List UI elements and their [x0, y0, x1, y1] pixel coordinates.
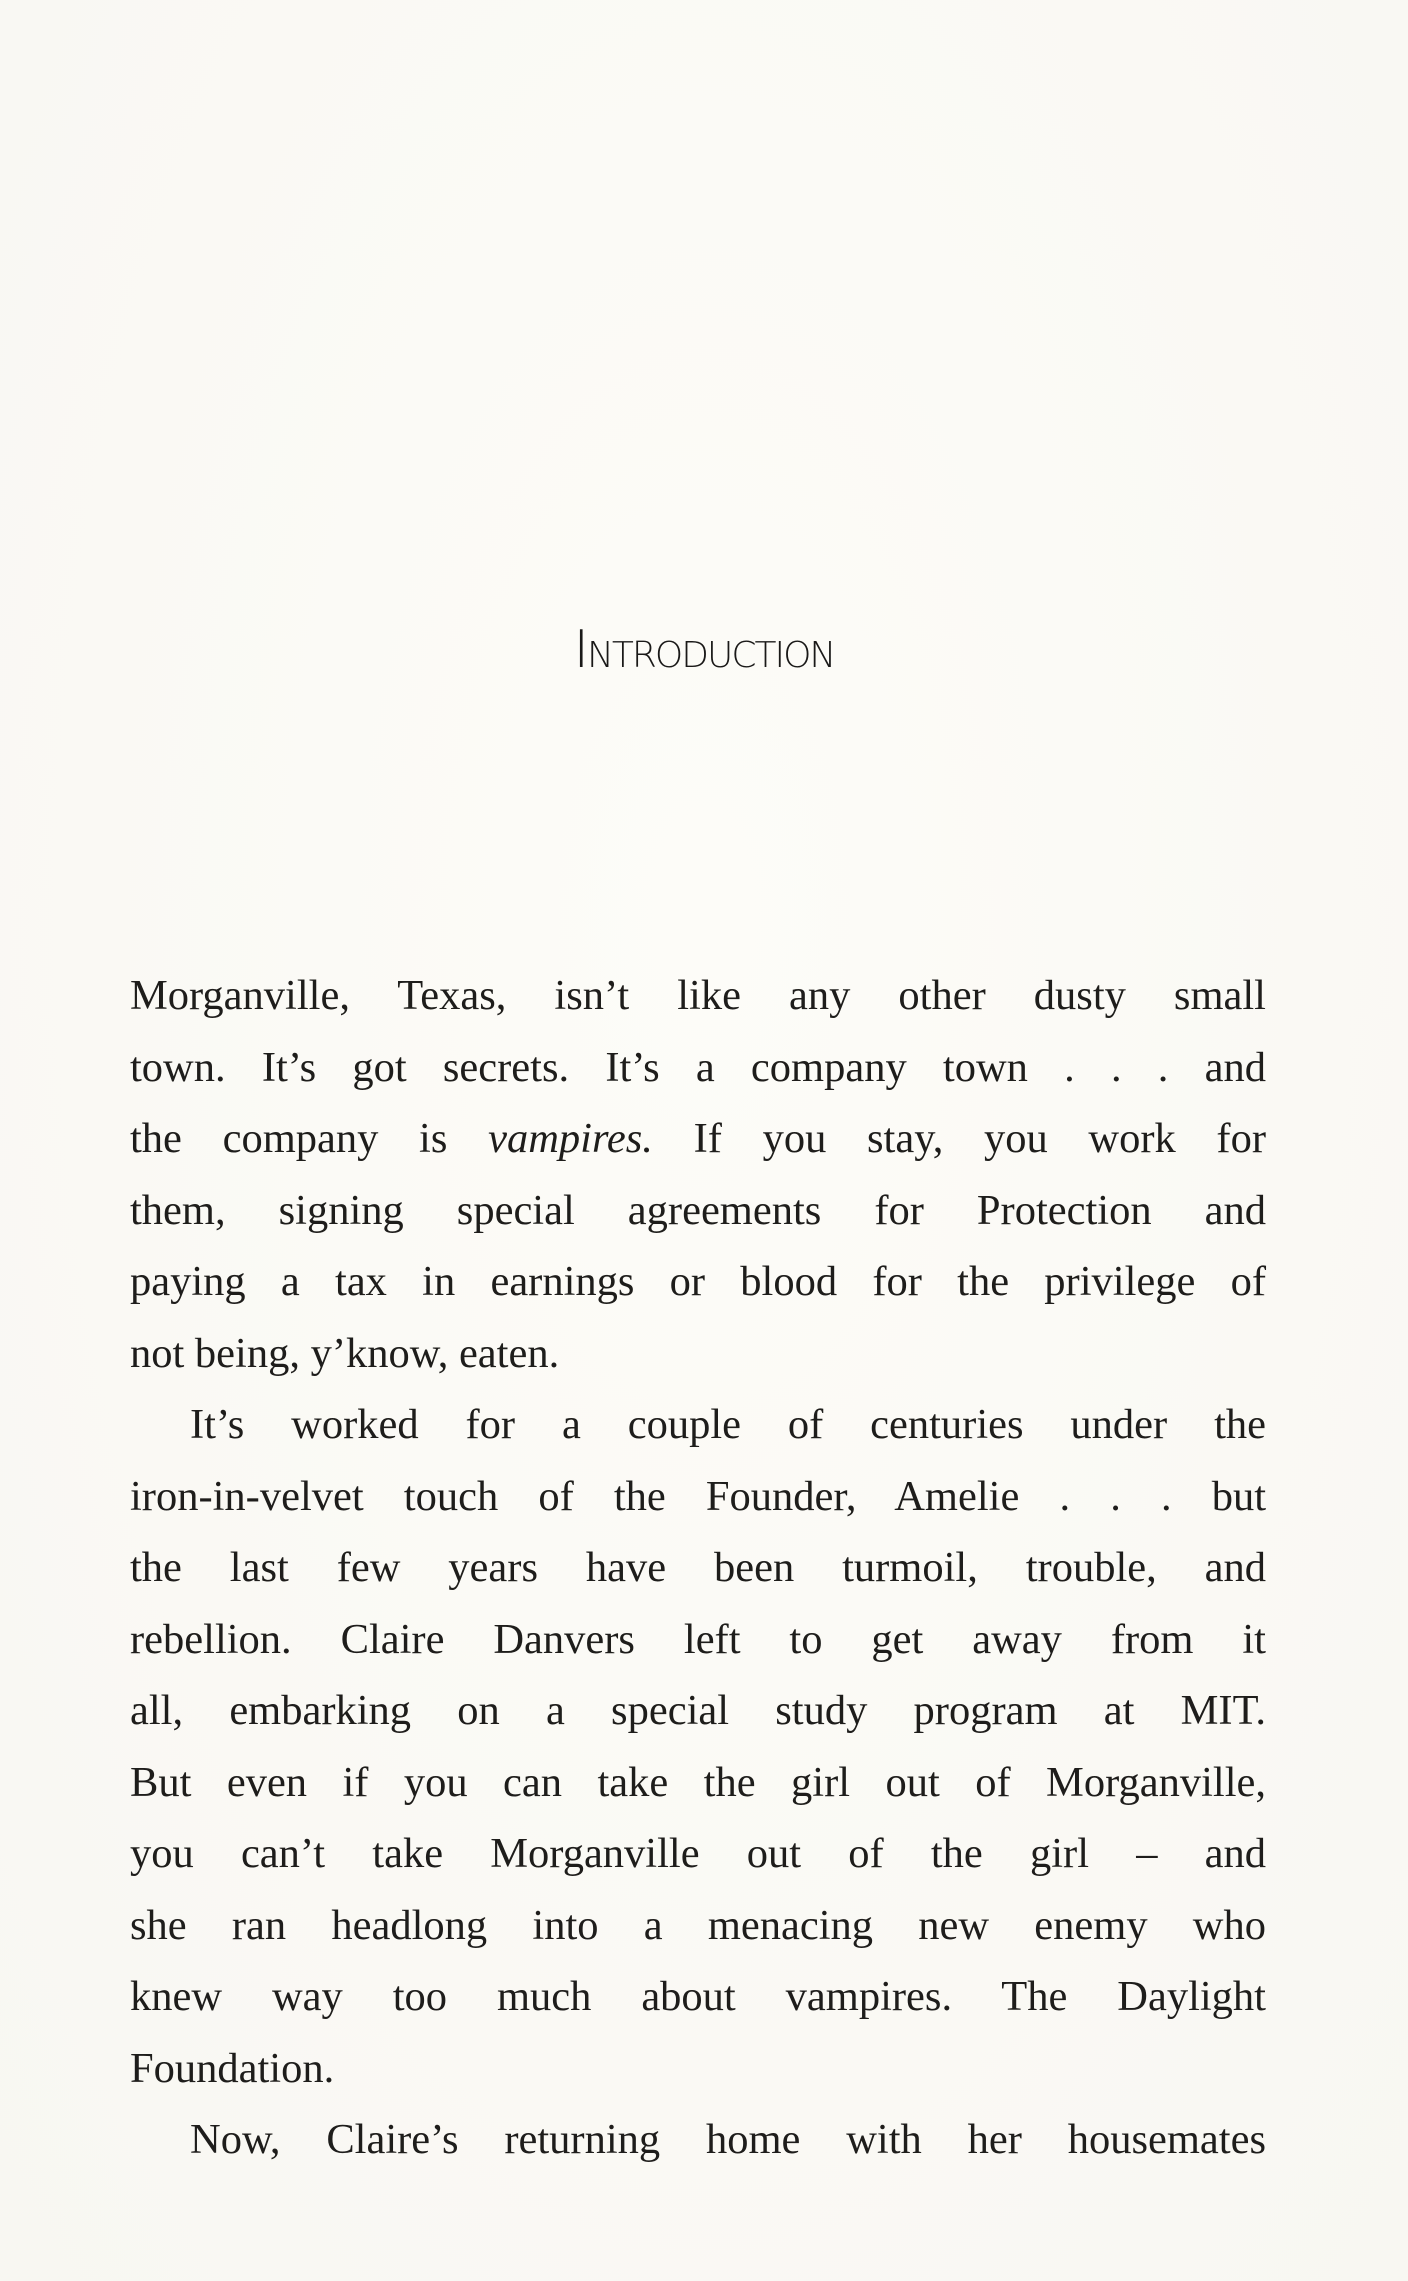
text-line: rebellion. Claire Danvers left to get away from it — [130, 1615, 1266, 1663]
text-segment: the company is — [130, 1115, 489, 1162]
text-line — [130, 1103, 1266, 1175]
text-line: all, embarking on a special study program at MIT. — [130, 1687, 1266, 1734]
text-line: It’s worked for a couple of centuries under the — [190, 1401, 1266, 1448]
chapter-title: Introduction — [573, 620, 835, 680]
text-line: you can’t take Morganville out of the girl – and — [130, 1830, 1266, 1877]
text-line: she ran headlong into a menacing new enemy who — [130, 1901, 1266, 1949]
text-line: them, signing special agreements for Protection and — [130, 1186, 1266, 1234]
text-line: iron-in-velvet touch of the Founder, Amelie . . . but — [130, 1472, 1266, 1520]
text-line: Foundation. — [130, 2044, 335, 2092]
text-line: not being, y’know, eaten. — [130, 1329, 560, 1377]
text-line: town. It’s got secrets. It’s a company town . . . and — [130, 1043, 1266, 1091]
text-line: paying a tax in earnings or blood for the privilege of — [130, 1258, 1266, 1305]
text-segment: If you stay, you work for — [652, 1115, 1266, 1162]
text-line: the last few years have been turmoil, trouble, and — [130, 1544, 1266, 1591]
text-line: knew way too much about vampires. The Daylight — [130, 1973, 1266, 2020]
emphasized-word: vampires. — [488, 1115, 653, 1162]
text-line: Now, Claire’s returning home with her housemates — [190, 2116, 1266, 2163]
body-text — [130, 960, 1266, 2176]
text-line: Morganville, Texas, isn’t like any other dusty small — [130, 972, 1266, 1019]
text-line: But even if you can take the girl out of Morganville, — [130, 1758, 1266, 1806]
